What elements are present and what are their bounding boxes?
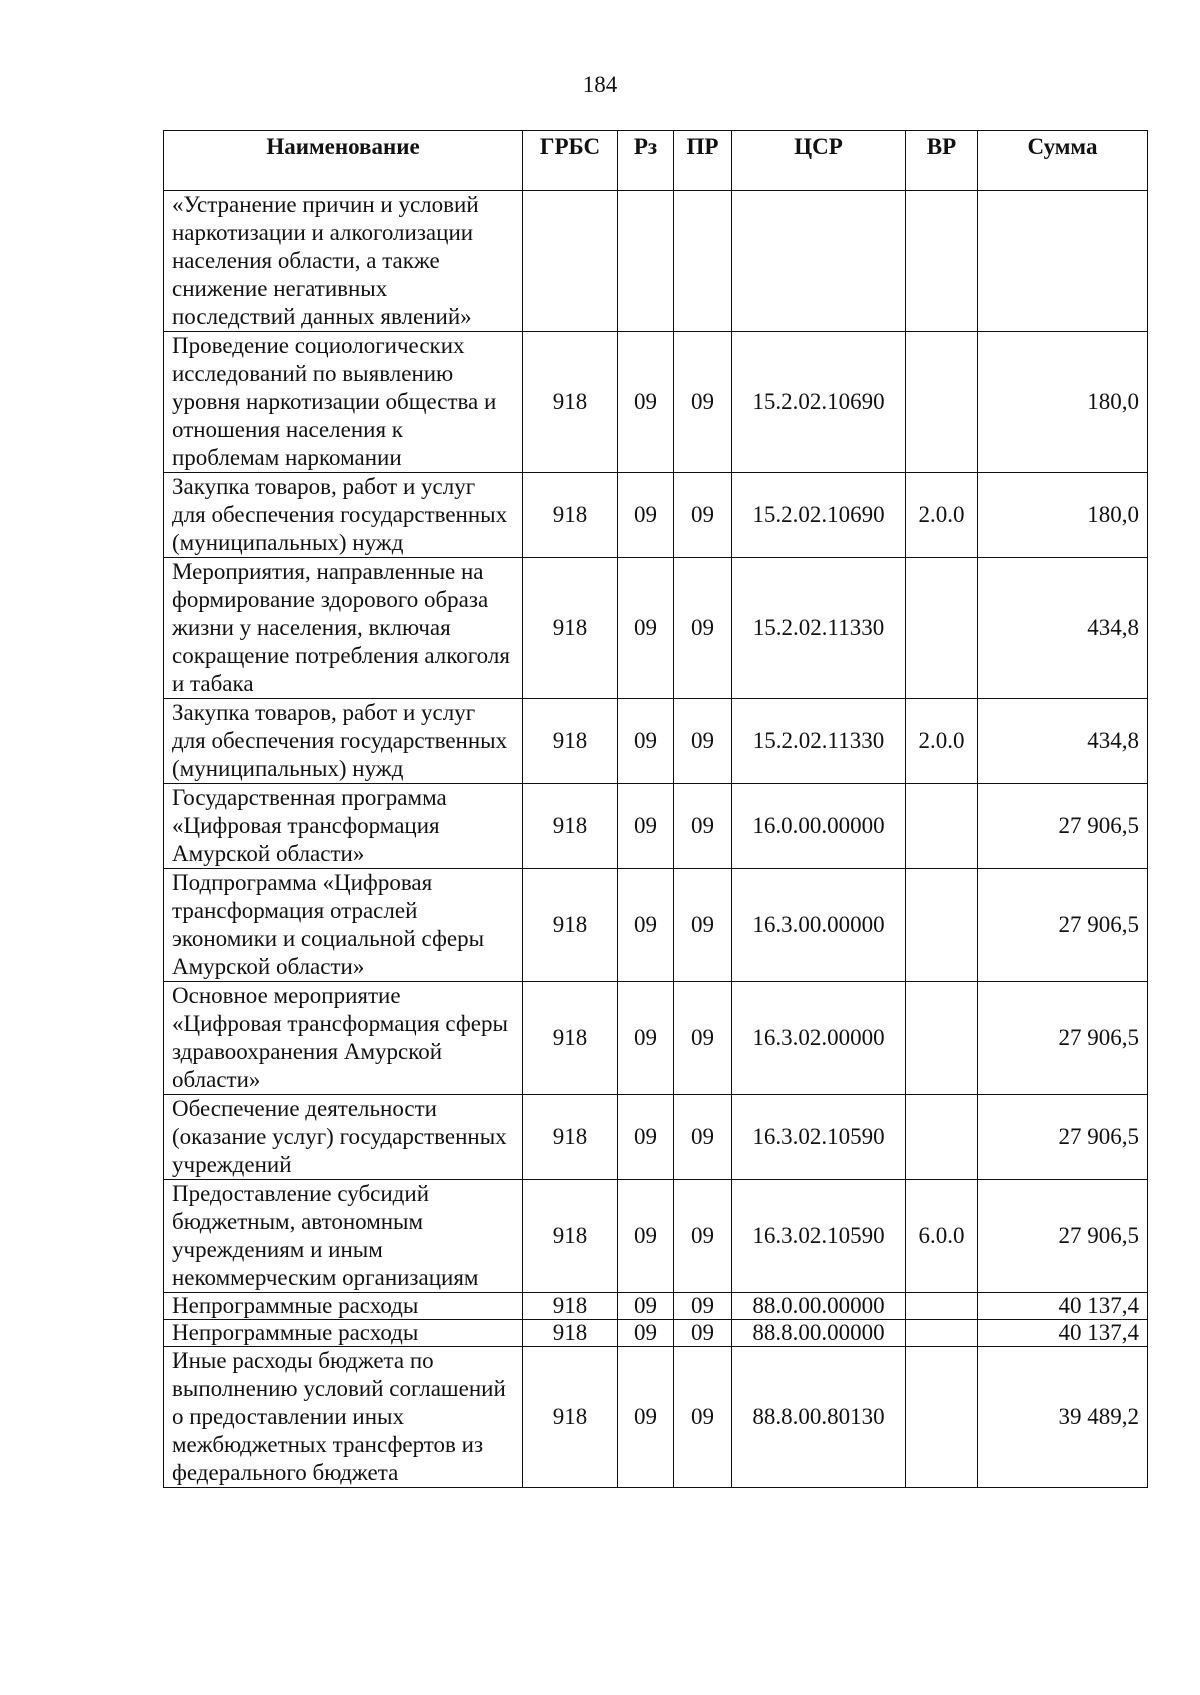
col-header-rz: Рз (618, 131, 674, 191)
col-header-grbs: ГРБС (523, 131, 618, 191)
cell-csr: 15.2.02.10690 (732, 473, 906, 558)
col-header-pr: ПР (674, 131, 732, 191)
cell-csr: 15.2.02.11330 (732, 699, 906, 784)
cell-name: Непрограммные расходы (164, 1293, 523, 1320)
cell-grbs: 918 (523, 473, 618, 558)
cell-sum: 27 906,5 (978, 1180, 1148, 1293)
cell-pr: 09 (674, 1293, 732, 1320)
col-header-name: Наименование (164, 131, 523, 191)
cell-name: «Устранение причин и условий наркотизации и алкоголизации населения области, а также снижение негативных последствий данных явлений» (164, 191, 523, 332)
cell-csr: 88.0.00.00000 (732, 1293, 906, 1320)
cell-grbs: 918 (523, 1095, 618, 1180)
col-header-sum: Сумма (978, 131, 1148, 191)
cell-rz: 09 (618, 1320, 674, 1347)
cell-vr: 6.0.0 (906, 1180, 978, 1293)
cell-name: Основное мероприятие «Цифровая трансформация сферы здравоохранения Амурской области» (164, 982, 523, 1095)
cell-rz: 09 (618, 869, 674, 982)
cell-pr: 09 (674, 1180, 732, 1293)
cell-sum: 27 906,5 (978, 1095, 1148, 1180)
cell-name: Непрограммные расходы (164, 1320, 523, 1347)
cell-pr: 09 (674, 869, 732, 982)
table-row (164, 784, 1148, 869)
cell-csr: 16.3.02.00000 (732, 982, 906, 1095)
cell-name: Закупка товаров, работ и услуг для обеспечения государственных (муниципальных) нужд (164, 699, 523, 784)
cell-rz: 09 (618, 558, 674, 699)
table-row (164, 558, 1148, 699)
cell-rz: 09 (618, 1180, 674, 1293)
cell-pr: 09 (674, 1320, 732, 1347)
cell-rz: 09 (618, 784, 674, 869)
cell-name: Предоставление субсидий бюджетным, автономным учреждениям и иным некоммерческим организациям (164, 1180, 523, 1293)
cell-sum: 180,0 (978, 332, 1148, 473)
cell-name: Закупка товаров, работ и услуг для обеспечения государственных (муниципальных) нужд (164, 473, 523, 558)
table-row (164, 1180, 1148, 1293)
col-header-csr: ЦСР (732, 131, 906, 191)
cell-vr (906, 869, 978, 982)
cell-grbs: 918 (523, 982, 618, 1095)
cell-name: Государственная программа «Цифровая трансформация Амурской области» (164, 784, 523, 869)
cell-name: Обеспечение деятельности (оказание услуг) государственных учреждений (164, 1095, 523, 1180)
cell-vr (906, 191, 978, 332)
cell-vr (906, 784, 978, 869)
cell-name: Иные расходы бюджета по выполнению условий соглашений о предоставлении иных межбюджетных трансфертов из федерального бюджета (164, 1347, 523, 1488)
cell-name: Подпрограмма «Цифровая трансформация отраслей экономики и социальной сферы Амурской области» (164, 869, 523, 982)
cell-pr: 09 (674, 473, 732, 558)
cell-grbs: 918 (523, 1180, 618, 1293)
table-body (164, 191, 1148, 1488)
cell-grbs: 918 (523, 1293, 618, 1320)
cell-pr: 09 (674, 784, 732, 869)
cell-pr: 09 (674, 982, 732, 1095)
table-row (164, 1293, 1148, 1320)
cell-sum: 40 137,4 (978, 1320, 1148, 1347)
cell-csr: 16.3.00.00000 (732, 869, 906, 982)
cell-vr (906, 982, 978, 1095)
cell-rz: 09 (618, 1347, 674, 1488)
cell-grbs: 918 (523, 1347, 618, 1488)
cell-grbs: 918 (523, 1320, 618, 1347)
cell-rz: 09 (618, 982, 674, 1095)
cell-sum: 27 906,5 (978, 982, 1148, 1095)
cell-csr: 88.8.00.80130 (732, 1347, 906, 1488)
cell-csr: 16.3.02.10590 (732, 1095, 906, 1180)
cell-grbs: 918 (523, 869, 618, 982)
cell-grbs: 918 (523, 784, 618, 869)
cell-pr: 09 (674, 1347, 732, 1488)
cell-rz: 09 (618, 473, 674, 558)
cell-grbs: 918 (523, 558, 618, 699)
cell-rz: 09 (618, 332, 674, 473)
cell-vr: 2.0.0 (906, 699, 978, 784)
cell-csr: 15.2.02.11330 (732, 558, 906, 699)
cell-pr: 09 (674, 332, 732, 473)
cell-csr: 88.8.00.00000 (732, 1320, 906, 1347)
table-row (164, 1347, 1148, 1488)
table-header-row (164, 131, 1148, 191)
cell-sum: 40 137,4 (978, 1293, 1148, 1320)
cell-vr (906, 1320, 978, 1347)
cell-sum: 434,8 (978, 699, 1148, 784)
cell-pr: 09 (674, 699, 732, 784)
cell-vr (906, 1347, 978, 1488)
cell-rz: 09 (618, 699, 674, 784)
page-number: 184 (582, 72, 618, 97)
cell-csr (732, 191, 906, 332)
cell-sum (978, 191, 1148, 332)
cell-vr (906, 1095, 978, 1180)
cell-sum: 27 906,5 (978, 784, 1148, 869)
cell-rz (618, 191, 674, 332)
cell-sum: 434,8 (978, 558, 1148, 699)
cell-vr: 2.0.0 (906, 473, 978, 558)
cell-pr: 09 (674, 1095, 732, 1180)
cell-rz: 09 (618, 1095, 674, 1180)
cell-grbs: 918 (523, 699, 618, 784)
table-row (164, 191, 1148, 332)
table-row (164, 332, 1148, 473)
table-row (164, 699, 1148, 784)
cell-vr (906, 332, 978, 473)
cell-vr (906, 558, 978, 699)
cell-pr: 09 (674, 558, 732, 699)
col-header-vr: ВР (906, 131, 978, 191)
cell-sum: 27 906,5 (978, 869, 1148, 982)
cell-csr: 15.2.02.10690 (732, 332, 906, 473)
cell-sum: 39 489,2 (978, 1347, 1148, 1488)
cell-grbs: 918 (523, 332, 618, 473)
budget-table (163, 130, 1148, 1488)
table-row (164, 1320, 1148, 1347)
table-row (164, 473, 1148, 558)
table-row (164, 982, 1148, 1095)
cell-rz: 09 (618, 1293, 674, 1320)
table-row (164, 1095, 1148, 1180)
cell-csr: 16.0.00.00000 (732, 784, 906, 869)
cell-csr: 16.3.02.10590 (732, 1180, 906, 1293)
cell-sum: 180,0 (978, 473, 1148, 558)
cell-name: Проведение социологических исследований по выявлению уровня наркотизации общества и отношения населения к проблемам наркомании (164, 332, 523, 473)
table-row (164, 869, 1148, 982)
cell-pr (674, 191, 732, 332)
cell-grbs (523, 191, 618, 332)
cell-vr (906, 1293, 978, 1320)
cell-name: Мероприятия, направленные на формирование здорового образа жизни у населения, включая сокращение потребления алкоголя и табака (164, 558, 523, 699)
